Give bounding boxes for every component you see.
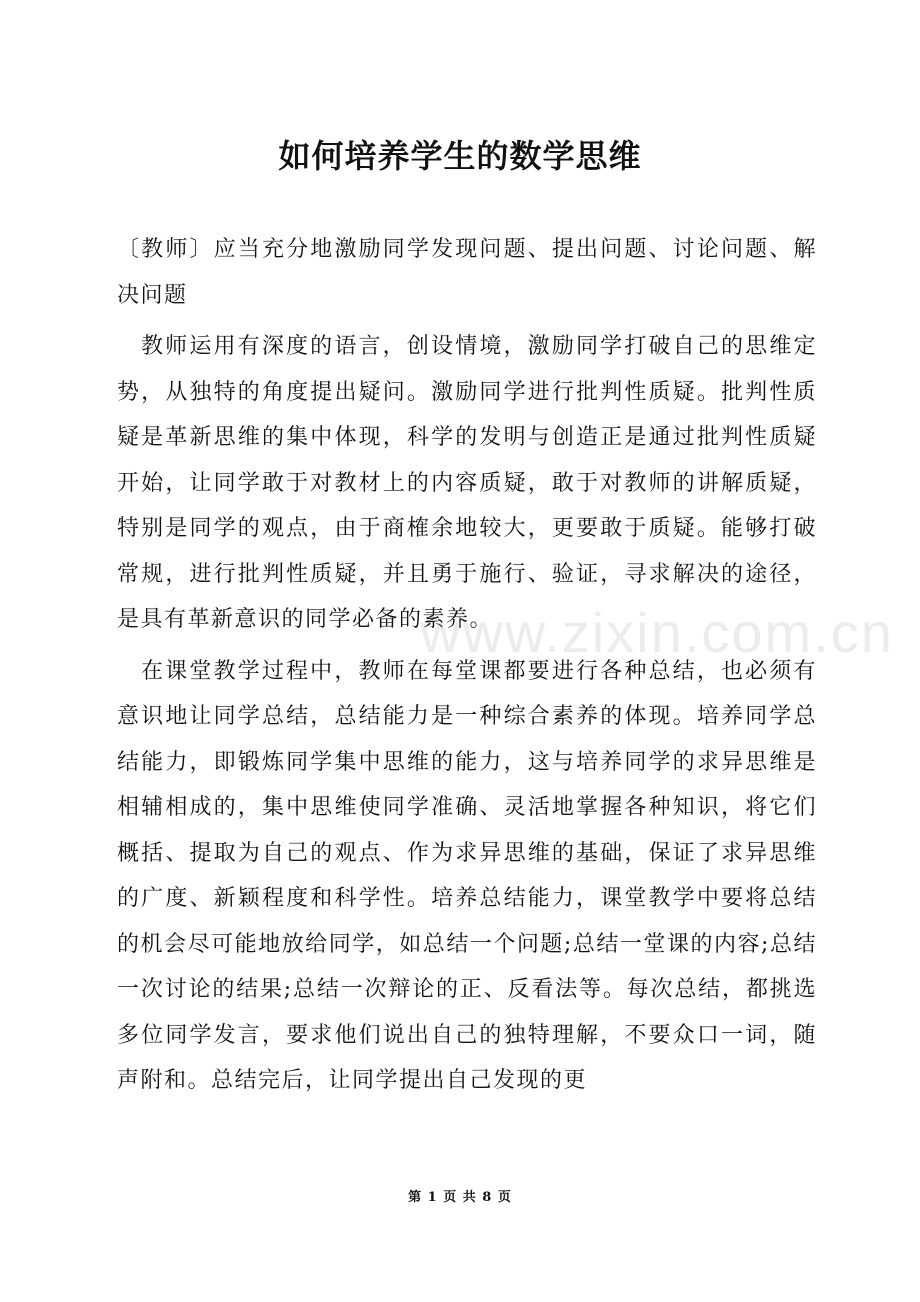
document-title: 如何培养学生的数学思维 <box>278 137 642 175</box>
paragraph-1: 教师运用有深度的语言，创设情境，激励同学打破自己的思维定势，从独特的角度提出疑问。激励同学进行批判性质疑。批判性质疑是革新思维的集中体现，科学的发明与创造正是通过批判性质疑开始，让同学敢于对教材上的内容质疑，敢于对教师的讲解质疑，特别是同学的观点，由于商榷余地较大，更要敢于质疑。能够打破常规，进行批判性质疑，并且勇于施行、验证，寻求解决的途径，是具有革新意识的同学必备的素养。 <box>117 334 817 632</box>
watermark: www.zixin.com.cn <box>420 601 894 664</box>
document-body <box>117 227 817 1110</box>
paragraph-heading: 〔教师〕应当充分地激励同学发现问题、提出问题、讨论问题、解决问题 <box>117 237 817 308</box>
paragraph-2: 在课堂教学过程中，教师在每堂课都要进行各种总结，也必须有意识地让同学总结，总结能力是一种综合素养的体现。培养同学总结能力，即锻炼同学集中思维的能力，这与培养同学的求异思维是相辅相成的，集中思维使同学准确、灵活地掌握各种知识，将它们概括、提取为自己的观点、作为求异思维的基础，保证了求异思维的广度、新颖程度和科学性。培养总结能力，课堂教学中要将总结的机会尽可能地放给同学，如总结一个问题;总结一堂课的内容;总结一次讨论的结果;总结一次辩论的正、反看法等。每次总结，都挑选多位同学发言，要求他们说出自己的独特理解，不要众口一词，随声附和。总结完后，让同学提出自己发现的更 <box>117 658 817 1093</box>
page-footer: 第 1 页 共 8 页 <box>408 1190 512 1205</box>
